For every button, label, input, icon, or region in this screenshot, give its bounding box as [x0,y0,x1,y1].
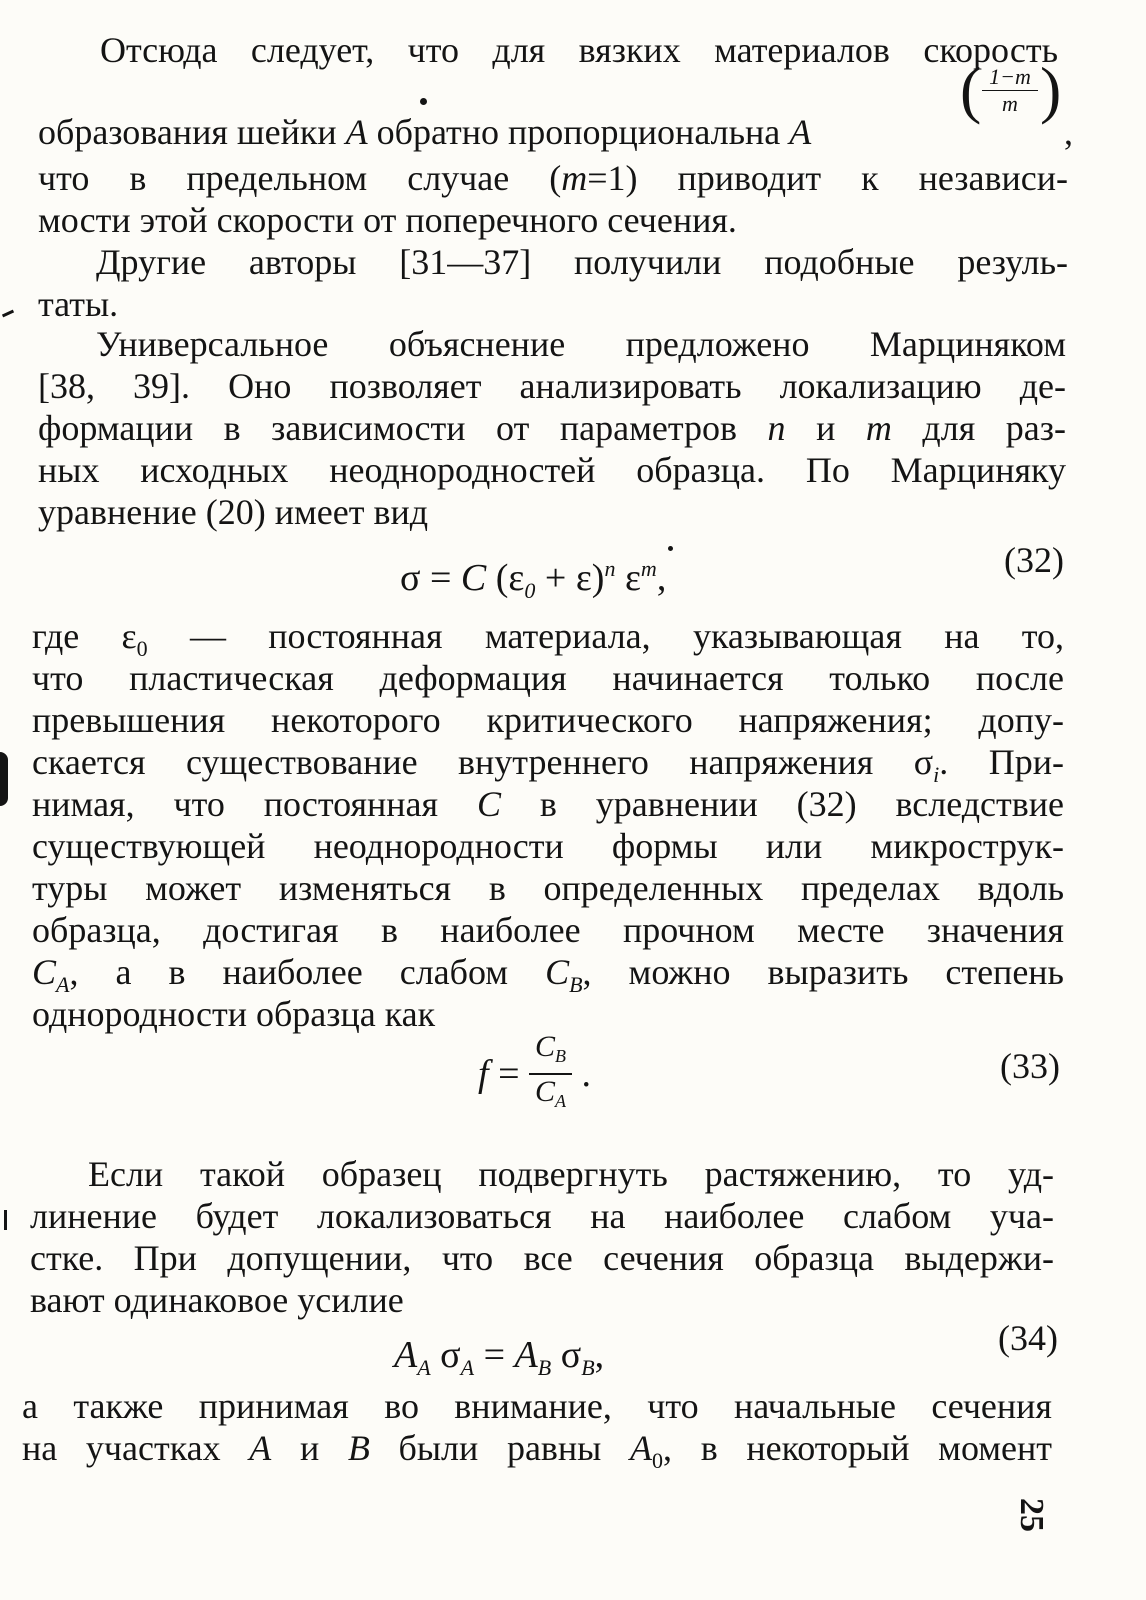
text-line: образца, достигая в наиболее прочном месте значения [32,910,1064,950]
text-line: Универсальное объяснение предложено Марциняком [96,324,1066,364]
exponent-paren-left: ( [960,54,982,125]
text-line: что пластическая деформация начинается только после [32,658,1064,698]
equation-34: $A_A$ $\sigma_A = A_B$ $\sigma_B$, [394,1334,605,1380]
fraction: $\frac{C_B}{C_A}$ [529,1030,572,1118]
text-line: Другие авторы [31—37] получили подобные резуль- [96,242,1068,282]
text-line: скается существование внутреннего напряжения $\sigma_i$. При- [32,742,1064,787]
text-line: , [1064,112,1073,152]
text-line: где $\varepsilon_0$ — постоянная материала, указывающая на то, [32,616,1064,661]
text-line: [38, 39]. Оно позволяет анализировать локализацию де- [38,366,1066,406]
text-line: вают одинаковое усилие [30,1280,404,1320]
text-line: а также принимая во внимание, что начальные сечения [22,1386,1052,1426]
text-line: превышения некоторого критического напряжения; допу- [32,700,1064,740]
text-line: формации в зависимости от параметров n и m для раз- [38,408,1066,448]
text-line: однородности образца как [32,994,436,1034]
equation-number: (34) [998,1318,1058,1358]
text-line: существующей неоднородности формы или микрострук- [32,826,1064,866]
equation-33: f = $\frac{C_B}{C_A}$ . [478,1030,591,1118]
text-line: образования шейки A обратно пропорциональна A [38,112,812,152]
page-number: 25 [1013,1498,1050,1532]
exponent-paren-right: ) [1040,54,1062,125]
text-line: Если такой образец подвергнуть растяжению, то уд- [88,1154,1054,1194]
text-line: Отсюда следует, что для вязких материалов скорость [100,30,1058,70]
scan-mark [0,752,8,806]
equation-number: (32) [1004,540,1064,580]
text-line: таты. [38,284,119,324]
text-line: уравнение (20) имеет вид [38,492,429,532]
text-line: линение будет локализоваться на наиболее слабом уча- [30,1196,1054,1236]
text-line: нимая, что постоянная C в уравнении (32) вследствие [32,784,1064,824]
equation-32: σ = C $(\varepsilon_0 + \varepsilon)^n$ $\varepsilon^m$, [400,556,667,603]
overdot-mark [420,98,427,105]
equation-number: (33) [1000,1046,1060,1086]
text-line: мости этой скорости от поперечного сечения. [38,200,737,240]
text-line: на участках A и B были равны $A_0$, в некоторый момент [22,1428,1053,1473]
scan-mark [4,1210,7,1230]
scan-mark [2,310,14,318]
text-line: что в предельном случае (m=1) приводит к независи- [38,158,1068,198]
overdot-mark [668,546,673,551]
text-line: ных исходных неоднородностей образца. По Марциняку [38,450,1066,490]
text-line: $C_A$, а в наиболее слабом $C_B$, можно выразить степень [32,952,1064,997]
exponent-fraction: 1−m m [982,66,1038,115]
text-line: туры может изменяться в определенных пределах вдоль [32,868,1064,908]
text-line: стке. При допущении, что все сечения образца выдержи- [30,1238,1054,1278]
